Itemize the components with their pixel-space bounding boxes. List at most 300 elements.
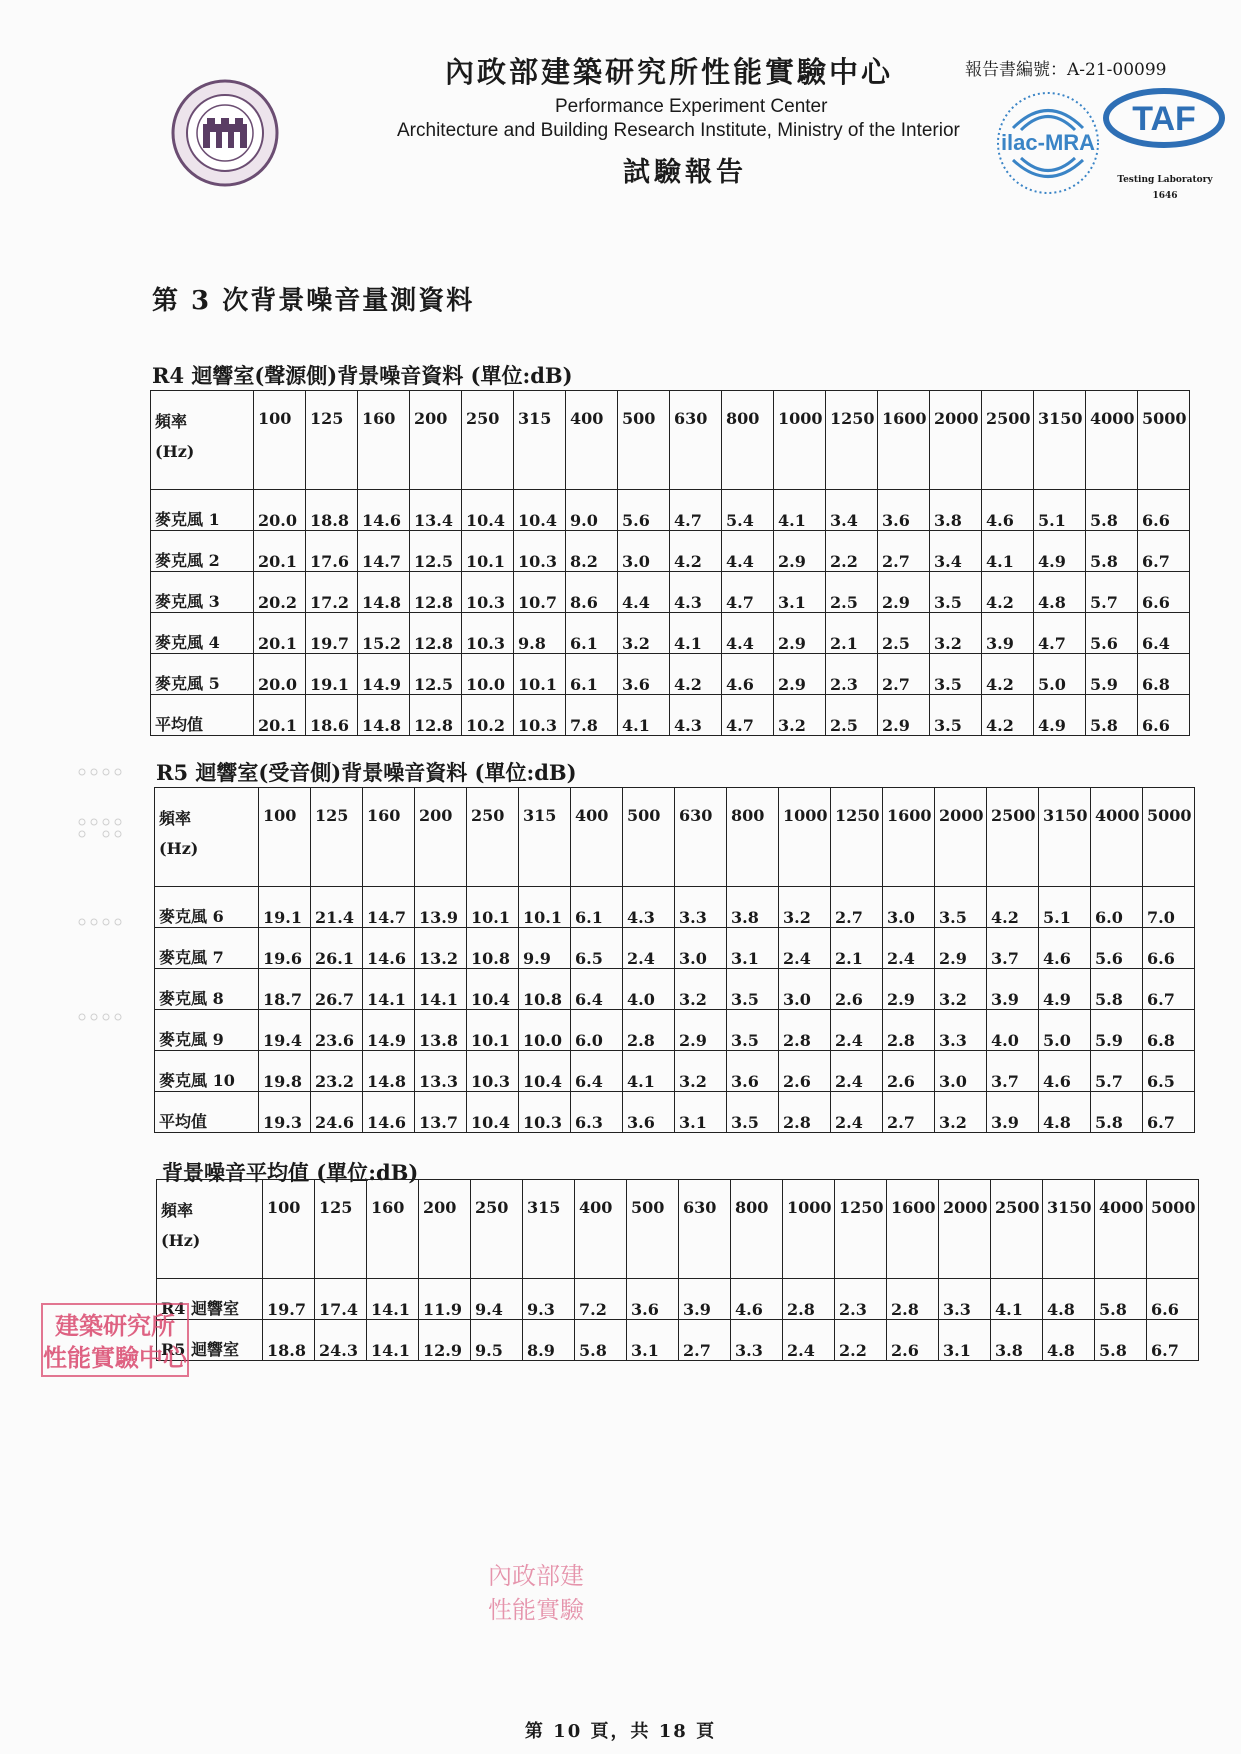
frequency-header-row [157,1180,1199,1279]
value-cell: 2.4 [623,928,675,969]
frequency-header-cell: 2000 [935,788,987,887]
value-cell: 3.1 [774,572,826,613]
value-cell: 3.3 [675,887,727,928]
value-cell: 10.3 [462,613,514,654]
value-cell: 14.6 [363,928,415,969]
value-cell: 21.4 [311,887,363,928]
value-cell: 13.4 [410,490,462,531]
value-cell: 3.6 [727,1051,779,1092]
value-cell: 19.7 [263,1279,315,1320]
value-cell: 3.6 [618,654,670,695]
row-label-cell: 平均值 [151,695,254,736]
value-cell: 13.9 [415,887,467,928]
value-cell: 3.0 [883,887,935,928]
value-cell: 6.4 [571,969,623,1010]
value-cell: 14.1 [367,1279,419,1320]
frequency-header-cell: 500 [618,391,670,490]
red-seal-stamp-bottom [476,1550,596,1630]
value-cell: 14.1 [415,969,467,1010]
value-cell: 7.8 [566,695,618,736]
value-cell: 9.8 [514,613,566,654]
value-cell: 2.4 [831,1092,883,1133]
value-cell: 3.8 [930,490,982,531]
value-cell: 3.4 [930,531,982,572]
value-cell: 14.9 [363,1010,415,1051]
value-cell: 3.8 [727,887,779,928]
value-cell: 4.7 [722,695,774,736]
value-cell: 23.6 [311,1010,363,1051]
value-cell: 13.3 [415,1051,467,1092]
value-cell: 10.4 [467,1092,519,1133]
frequency-header-cell: 160 [358,391,410,490]
value-cell: 3.9 [987,969,1039,1010]
value-cell: 13.2 [415,928,467,969]
frequency-header-cell: 2500 [991,1180,1043,1279]
value-cell: 3.9 [982,613,1034,654]
value-cell: 6.6 [1138,490,1190,531]
value-cell: 4.3 [670,572,722,613]
value-cell: 4.3 [670,695,722,736]
frequency-header-cell: 2000 [939,1180,991,1279]
value-cell: 4.7 [1034,613,1086,654]
value-cell: 3.5 [930,695,982,736]
value-cell: 3.0 [675,928,727,969]
frequency-header-cell: 5000 [1138,391,1190,490]
row-label-cell: 麥克風 1 [151,490,254,531]
value-cell: 4.4 [722,613,774,654]
frequency-header-cell: 160 [367,1180,419,1279]
frequency-header-cell: 630 [679,1180,731,1279]
value-cell: 5.7 [1091,1051,1143,1092]
value-cell: 2.4 [831,1010,883,1051]
svg-text:性能實驗中心: 性能實驗中心 [43,1343,187,1372]
frequency-header-cell: 3150 [1043,1180,1095,1279]
value-cell: 10.8 [467,928,519,969]
value-cell: 10.1 [514,654,566,695]
value-cell: 9.5 [471,1320,523,1361]
frequency-header-cell: 5000 [1147,1180,1199,1279]
value-cell: 14.7 [358,531,410,572]
value-cell: 10.3 [514,531,566,572]
table-row [151,613,1190,654]
value-cell: 2.6 [779,1051,831,1092]
frequency-header-cell: 1600 [887,1180,939,1279]
row-label-cell: 麥克風 5 [151,654,254,695]
value-cell: 2.9 [878,695,930,736]
value-cell: 20.2 [254,572,306,613]
value-cell: 5.9 [1091,1010,1143,1051]
frequency-header-cell: 250 [462,391,514,490]
value-cell: 15.2 [358,613,410,654]
value-cell: 10.3 [467,1051,519,1092]
value-cell: 10.4 [519,1051,571,1092]
value-cell: 4.1 [623,1051,675,1092]
value-cell: 6.6 [1138,572,1190,613]
frequency-header-cell: 800 [727,788,779,887]
frequency-header-cell: 2500 [982,391,1034,490]
value-cell: 18.7 [259,969,311,1010]
value-cell: 5.0 [1039,1010,1091,1051]
value-cell: 4.8 [1043,1320,1095,1361]
value-cell: 6.7 [1138,531,1190,572]
frequency-label: 頻率 [161,1201,194,1220]
value-cell: 7.2 [575,1279,627,1320]
table-row [155,1092,1195,1133]
red-seal-stamp-left [40,1300,190,1380]
institute-title-en-line1: Performance Experiment Center [555,96,828,117]
value-cell: 4.7 [670,490,722,531]
value-cell: 10.1 [467,1010,519,1051]
value-cell: 19.7 [306,613,358,654]
value-cell: 10.1 [519,887,571,928]
value-cell: 19.8 [259,1051,311,1092]
value-cell: 3.9 [679,1279,731,1320]
value-cell: 3.1 [939,1320,991,1361]
value-cell: 4.1 [774,490,826,531]
value-cell: 9.4 [471,1279,523,1320]
institute-title-zh: 內政部建築研究所性能實驗中心 [445,55,894,89]
table-row [151,654,1190,695]
r5-noise-table [154,787,1195,1133]
value-cell: 2.4 [783,1320,835,1361]
frequency-header-cell: 100 [263,1180,315,1279]
value-cell: 18.8 [263,1320,315,1361]
value-cell: 3.0 [935,1051,987,1092]
value-cell: 3.5 [930,572,982,613]
value-cell: 3.2 [675,969,727,1010]
value-cell: 5.6 [618,490,670,531]
frequency-header-cell: 4000 [1086,391,1138,490]
value-cell: 14.7 [363,887,415,928]
value-cell: 2.8 [883,1010,935,1051]
value-cell: 11.9 [419,1279,471,1320]
frequency-header-cell: 315 [519,788,571,887]
value-cell: 2.3 [826,654,878,695]
value-cell: 2.2 [835,1320,887,1361]
value-cell: 10.3 [462,572,514,613]
value-cell: 5.8 [1095,1279,1147,1320]
value-cell: 3.0 [618,531,670,572]
frequency-header-cell: 400 [571,788,623,887]
table-row [151,531,1190,572]
value-cell: 5.8 [1095,1320,1147,1361]
frequency-header-cell: 315 [523,1180,575,1279]
value-cell: 6.4 [1138,613,1190,654]
value-cell: 13.7 [415,1092,467,1133]
value-cell: 3.3 [939,1279,991,1320]
value-cell: 4.1 [982,531,1034,572]
row-label-cell: 麥克風 6 [155,887,259,928]
value-cell: 9.0 [566,490,618,531]
value-cell: 17.6 [306,531,358,572]
value-cell: 3.9 [987,1092,1039,1133]
value-cell: 10.4 [514,490,566,531]
value-cell: 14.1 [367,1320,419,1361]
value-cell: 10.4 [462,490,514,531]
value-cell: 4.2 [982,654,1034,695]
value-cell: 6.7 [1143,1092,1195,1133]
value-cell: 12.5 [410,654,462,695]
value-cell: 4.9 [1034,695,1086,736]
value-cell: 4.8 [1043,1279,1095,1320]
frequency-header-cell: 500 [623,788,675,887]
row-label-cell: 麥克風 4 [151,613,254,654]
taf-caption-line2: 1646 [1152,191,1178,201]
value-cell: 4.2 [982,572,1034,613]
value-cell: 3.5 [727,969,779,1010]
frequency-header-cell: 500 [627,1180,679,1279]
value-cell: 10.0 [519,1010,571,1051]
value-cell: 2.9 [878,572,930,613]
ilac-mra-logo-icon [993,88,1103,198]
value-cell: 4.1 [991,1279,1043,1320]
value-cell: 18.6 [306,695,358,736]
svg-text:建築研究所: 建築研究所 [55,1311,175,1340]
frequency-header-cell: 2000 [930,391,982,490]
table-row [157,1279,1199,1320]
value-cell: 4.4 [722,531,774,572]
row-label-cell: 平均值 [155,1092,259,1133]
value-cell: 4.6 [722,654,774,695]
value-cell: 5.8 [575,1320,627,1361]
value-cell: 3.1 [675,1092,727,1133]
value-cell: 4.6 [1039,1051,1091,1092]
frequency-header-cell: 1250 [826,391,878,490]
value-cell: 2.7 [878,654,930,695]
value-cell: 7.0 [1143,887,1195,928]
frequency-header-cell: 250 [471,1180,523,1279]
row-label-cell: 麥克風 2 [151,531,254,572]
value-cell: 2.9 [675,1010,727,1051]
value-cell: 26.7 [311,969,363,1010]
table-row [151,695,1190,736]
value-cell: 2.7 [679,1320,731,1361]
value-cell: 3.5 [935,887,987,928]
row-label-cell: R4 迴響室 [157,1279,263,1320]
value-cell: 19.3 [259,1092,311,1133]
frequency-header-cell: 3150 [1034,391,1086,490]
hz-unit-label: (Hz) [161,1231,201,1250]
value-cell: 3.7 [987,928,1039,969]
value-cell: 2.8 [779,1010,831,1051]
frequency-label: 頻率 [155,412,188,431]
value-cell: 12.9 [419,1320,471,1361]
value-cell: 2.8 [887,1279,939,1320]
value-cell: 3.1 [727,928,779,969]
frequency-header-cell: 125 [315,1180,367,1279]
value-cell: 5.4 [722,490,774,531]
hz-unit-label: (Hz) [159,839,199,858]
value-cell: 8.2 [566,531,618,572]
value-cell: 4.2 [670,654,722,695]
value-cell: 2.7 [878,531,930,572]
value-cell: 2.8 [623,1010,675,1051]
value-cell: 2.8 [779,1092,831,1133]
value-cell: 10.7 [514,572,566,613]
value-cell: 6.0 [1091,887,1143,928]
value-cell: 2.9 [883,969,935,1010]
frequency-header-cell: 630 [670,391,722,490]
value-cell: 2.8 [783,1279,835,1320]
value-cell: 4.2 [987,887,1039,928]
value-cell: 12.5 [410,531,462,572]
value-cell: 3.2 [935,1092,987,1133]
value-cell: 4.1 [618,695,670,736]
frequency-header-cell: 4000 [1095,1180,1147,1279]
average-noise-table [156,1179,1199,1361]
value-cell: 4.2 [982,695,1034,736]
value-cell: 6.4 [571,1051,623,1092]
value-cell: 4.0 [987,1010,1039,1051]
value-cell: 5.8 [1086,531,1138,572]
value-cell: 12.8 [410,695,462,736]
value-cell: 12.8 [410,613,462,654]
value-cell: 6.8 [1138,654,1190,695]
taf-logo-icon [1103,88,1225,148]
value-cell: 20.0 [254,654,306,695]
value-cell: 2.3 [835,1279,887,1320]
value-cell: 18.8 [306,490,358,531]
r4-noise-table [150,390,1190,736]
value-cell: 5.8 [1091,969,1143,1010]
value-cell: 4.6 [1039,928,1091,969]
value-cell: 2.1 [826,613,878,654]
abri-seal-icon [170,78,280,188]
value-cell: 4.9 [1034,531,1086,572]
table-row [155,1010,1195,1051]
value-cell: 3.2 [774,695,826,736]
frequency-header-cell: 400 [566,391,618,490]
value-cell: 3.5 [727,1010,779,1051]
value-cell: 5.7 [1086,572,1138,613]
value-cell: 4.7 [722,572,774,613]
value-cell: 14.6 [358,490,410,531]
value-cell: 4.9 [1039,969,1091,1010]
page-footer: 第 10 頁，共 18 頁 [524,1721,717,1742]
value-cell: 3.2 [930,613,982,654]
value-cell: 26.1 [311,928,363,969]
value-cell: 4.6 [982,490,1034,531]
value-cell: 2.9 [774,613,826,654]
frequency-header-label [155,788,259,887]
value-cell: 3.2 [675,1051,727,1092]
frequency-header-label [151,391,254,490]
value-cell: 10.3 [519,1092,571,1133]
value-cell: 5.1 [1039,887,1091,928]
frequency-header-cell: 3150 [1039,788,1091,887]
value-cell: 12.8 [410,572,462,613]
value-cell: 3.3 [935,1010,987,1051]
frequency-header-cell: 200 [410,391,462,490]
frequency-header-cell: 2500 [987,788,1039,887]
frequency-header-row [151,391,1190,490]
value-cell: 3.5 [727,1092,779,1133]
value-cell: 10.3 [514,695,566,736]
frequency-header-cell: 5000 [1143,788,1195,887]
frequency-header-cell: 1600 [883,788,935,887]
frequency-header-cell: 200 [419,1180,471,1279]
value-cell: 4.8 [1034,572,1086,613]
value-cell: 6.8 [1143,1010,1195,1051]
taf-caption [1100,172,1230,204]
value-cell: 3.4 [826,490,878,531]
report-number: 報告書編號：A-21-00099 [965,60,1167,80]
value-cell: 10.1 [467,887,519,928]
frequency-header-cell: 100 [254,391,306,490]
value-cell: 4.6 [731,1279,783,1320]
frequency-header-cell: 630 [675,788,727,887]
value-cell: 14.8 [358,572,410,613]
value-cell: 10.2 [462,695,514,736]
report-title: 試驗報告 [623,157,747,188]
value-cell: 14.8 [363,1051,415,1092]
value-cell: 2.7 [831,887,883,928]
value-cell: 4.8 [1039,1092,1091,1133]
value-cell: 23.2 [311,1051,363,1092]
value-cell: 3.1 [627,1320,679,1361]
hz-unit-label: (Hz) [155,442,195,461]
value-cell: 4.4 [618,572,670,613]
frequency-header-row [155,788,1195,887]
value-cell: 6.5 [571,928,623,969]
table-row [155,969,1195,1010]
frequency-label: 頻率 [159,809,192,828]
value-cell: 2.1 [831,928,883,969]
frequency-header-cell: 4000 [1091,788,1143,887]
value-cell: 2.9 [774,654,826,695]
value-cell: 3.6 [878,490,930,531]
value-cell: 8.6 [566,572,618,613]
row-label-cell: R5 迴響室 [157,1320,263,1361]
svg-text:ilac-MRA: ilac-MRA [1000,130,1096,155]
page-heading: 第 3 次背景噪音量測資料 [152,286,475,316]
row-label-cell: 麥克風 3 [151,572,254,613]
value-cell: 5.1 [1034,490,1086,531]
value-cell: 10.8 [519,969,571,1010]
row-label-cell: 麥克風 9 [155,1010,259,1051]
value-cell: 20.0 [254,490,306,531]
value-cell: 2.6 [831,969,883,1010]
frequency-header-label [157,1180,263,1279]
value-cell: 10.1 [462,531,514,572]
value-cell: 20.1 [254,613,306,654]
dotted-pattern-decoration [72,762,152,1032]
table-row [155,1051,1195,1092]
value-cell: 10.0 [462,654,514,695]
value-cell: 5.0 [1034,654,1086,695]
value-cell: 2.6 [887,1320,939,1361]
value-cell: 6.6 [1143,928,1195,969]
value-cell: 4.0 [623,969,675,1010]
value-cell: 3.2 [935,969,987,1010]
value-cell: 6.7 [1143,969,1195,1010]
value-cell: 3.7 [987,1051,1039,1092]
value-cell: 2.9 [935,928,987,969]
value-cell: 17.4 [315,1279,367,1320]
value-cell: 5.8 [1086,490,1138,531]
value-cell: 24.6 [311,1092,363,1133]
value-cell: 6.3 [571,1092,623,1133]
frequency-header-cell: 125 [306,391,358,490]
value-cell: 20.1 [254,531,306,572]
taf-caption-line1: Testing Laboratory [1117,175,1213,185]
value-cell: 19.6 [259,928,311,969]
value-cell: 5.8 [1091,1092,1143,1133]
value-cell: 10.4 [467,969,519,1010]
institute-title-en-line2: Architecture and Building Research Institute, Ministry of the Interior [397,120,960,141]
value-cell: 5.6 [1091,928,1143,969]
value-cell: 2.7 [883,1092,935,1133]
